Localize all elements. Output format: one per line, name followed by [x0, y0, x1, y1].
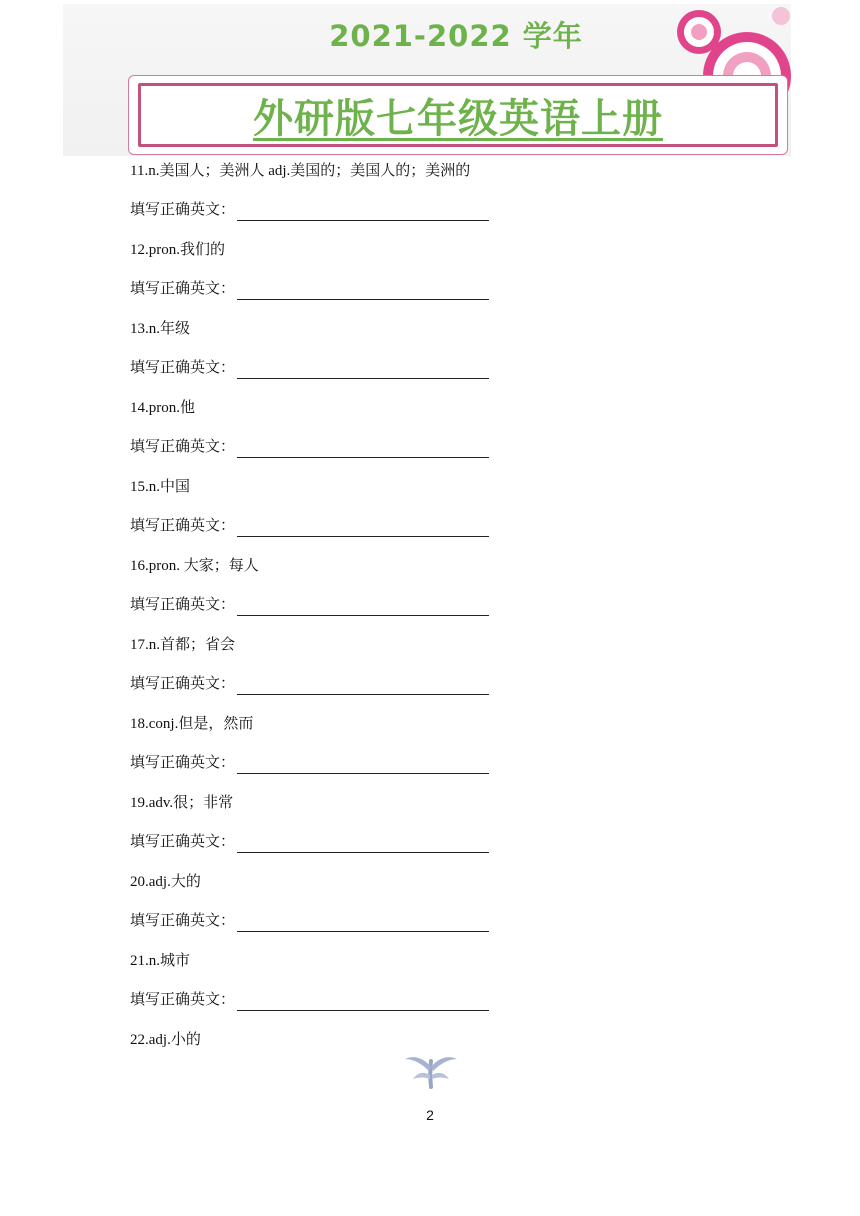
leaf-ornament-icon — [405, 1053, 457, 1089]
question-text: 11.n.美国人；美洲人 adj.美国的；美国人的；美洲的 — [130, 163, 471, 179]
fill-label: 填写正确英文： — [130, 913, 236, 929]
question-text: 17.n.首都；省会 — [130, 637, 236, 653]
question-text: 20.adj.大的 — [130, 874, 201, 890]
fill-label: 填写正确英文： — [130, 755, 236, 771]
fill-label: 填写正确英文： — [130, 518, 236, 534]
answer-blank[interactable] — [237, 994, 489, 1011]
answer-blank[interactable] — [237, 757, 489, 774]
answer-blank[interactable] — [237, 204, 489, 221]
header-banner — [63, 4, 791, 156]
fill-label: 填写正确英文： — [130, 597, 236, 613]
title-frame — [128, 75, 788, 155]
question-text: 14.pron.他 — [130, 400, 195, 416]
fill-label: 填写正确英文： — [130, 360, 236, 376]
question-text: 15.n.中国 — [130, 479, 191, 495]
answer-blank[interactable] — [237, 441, 489, 458]
answer-blank[interactable] — [237, 836, 489, 853]
question-text: 22.adj.小的 — [130, 1032, 201, 1048]
question-text: 13.n.年级 — [130, 321, 191, 337]
answer-blank[interactable] — [237, 362, 489, 379]
answer-blank[interactable] — [237, 599, 489, 616]
question-text: 16.pron. 大家；每人 — [130, 558, 259, 574]
fill-label: 填写正确英文： — [130, 202, 236, 218]
school-year: 2021-2022 学年 — [329, 19, 583, 53]
question-text: 12.pron.我们的 — [130, 242, 225, 258]
fill-label: 填写正确英文： — [130, 439, 236, 455]
fill-label: 填写正确英文： — [130, 281, 236, 297]
answer-blank[interactable] — [237, 678, 489, 695]
question-text: 21.n.城市 — [130, 953, 191, 969]
document-title: 外研版七年级英语上册 — [253, 95, 663, 142]
answer-blank[interactable] — [237, 283, 489, 300]
fill-label: 填写正确英文： — [130, 992, 236, 1008]
question-text: 18.conj.但是，然而 — [130, 716, 254, 732]
answer-blank[interactable] — [237, 520, 489, 537]
page-number: 2 — [426, 1107, 434, 1123]
question-text: 19.adv.很；非常 — [130, 795, 234, 811]
answer-blank[interactable] — [237, 915, 489, 932]
fill-label: 填写正确英文： — [130, 834, 236, 850]
fill-label: 填写正确英文： — [130, 676, 236, 692]
